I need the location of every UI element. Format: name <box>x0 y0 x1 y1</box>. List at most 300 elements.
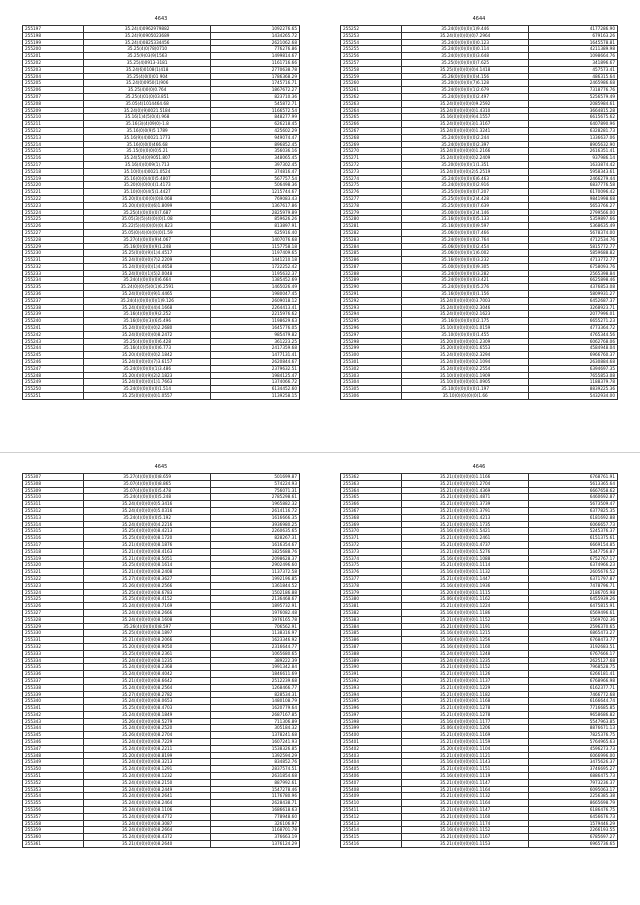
point-id-cell: 255225 <box>23 216 84 223</box>
point-id-cell: 255220 <box>23 182 84 189</box>
coordinate-cell: 35.21(4)(0)(0)(0)1.1159 <box>401 739 528 746</box>
coordinate-cell: 35.25(4)(0)(0)(0)6.428 <box>83 338 210 345</box>
point-id-cell: 255309 <box>23 487 84 494</box>
table-row <box>341 759 618 766</box>
value-cell: 5673509.47 <box>529 501 618 508</box>
table-row <box>23 379 300 386</box>
value-cell: 828534.31 <box>211 691 300 698</box>
coordinate-cell: 35.24(6)0108(1)418 <box>83 66 210 73</box>
value-cell: 3746695.27 <box>529 766 618 773</box>
point-id-cell: 255372 <box>341 541 402 548</box>
table-panel-4644 <box>340 16 618 400</box>
table-row <box>23 684 300 691</box>
point-id-cell: 255319 <box>23 555 84 562</box>
table-row <box>341 379 618 386</box>
point-id-cell: 255415 <box>341 834 402 841</box>
table-row <box>23 657 300 664</box>
coordinate-cell: 35.15(0)(0)0(0)5.21 <box>83 148 210 155</box>
table-row <box>23 325 300 332</box>
point-id-cell: 255306 <box>341 393 402 400</box>
table-row <box>341 548 618 555</box>
point-id-cell: 255356 <box>23 807 84 814</box>
coordinate-cell: 35.24(4)(0)(0)(0)8.4042 <box>83 671 210 678</box>
coordinate-cell: 35.24(0)(0)(1)(5)2.0048 <box>83 270 210 277</box>
table-row <box>341 691 618 698</box>
table-row <box>23 100 300 107</box>
coordinate-cell: 35.25(4)01(0)03.851 <box>83 93 210 100</box>
value-cell: 2512239.68 <box>211 677 300 684</box>
coordinate-cell: 35.24(0)(0)(5)0(1)6.2591 <box>83 284 210 291</box>
value-cell: 1722252.42 <box>211 263 300 270</box>
table-row <box>341 575 618 582</box>
point-id-cell: 255331 <box>23 637 84 644</box>
table-row <box>341 718 618 725</box>
table-row <box>23 284 300 291</box>
table-row <box>23 773 300 780</box>
table-row <box>341 365 618 372</box>
value-cell: 6151375.61 <box>529 535 618 542</box>
value-cell: 6266181.41 <box>529 671 618 678</box>
value-cell: 2625127.68 <box>529 657 618 664</box>
point-id-cell: 255318 <box>23 548 84 555</box>
coordinate-cell: 35.10(0)(0)4(5)1.4427 <box>83 189 210 196</box>
point-id-cell: 255204 <box>23 73 84 80</box>
coordinate-cell: 35.20(0)(0)(0)(0)1.6553 <box>401 345 528 352</box>
coordinate-cell: 35.20(0)(0)(0)(7)6.128 <box>401 80 528 87</box>
table-row <box>341 528 618 535</box>
coordinate-cell: 35.16(4)(0)(0)(0)1.1215 <box>401 630 528 637</box>
coordinate-cell: 35.06(0)(0)(0)(0)2.454 <box>401 243 528 250</box>
table-row <box>341 637 618 644</box>
table-row <box>23 66 300 73</box>
table-row <box>341 630 618 637</box>
coordinate-cell: 35.25(4)(0)(0)(0)8.1897 <box>83 630 210 637</box>
value-cell: 1607241.93 <box>211 739 300 746</box>
coordinate-cell: 35.24(0)(0)(0)(7)3.6157 <box>83 359 210 366</box>
point-id-cell: 255376 <box>341 569 402 576</box>
value-cell: 8876671.13 <box>529 725 618 732</box>
coordinate-cell: 35.16(1)4(5)0(4).968 <box>83 114 210 121</box>
value-cell: 3192683.51 <box>529 643 618 650</box>
point-id-cell: 255208 <box>23 100 84 107</box>
value-cell: 1616354.67 <box>211 541 300 548</box>
point-id-cell: 255223 <box>23 202 84 209</box>
table-row <box>23 195 300 202</box>
point-id-cell: 255412 <box>341 813 402 820</box>
point-id-cell: 255327 <box>23 609 84 616</box>
point-id-cell: 255304 <box>341 379 402 386</box>
coordinate-cell: 35.24(0)(0)(0)(1)1.7663 <box>83 379 210 386</box>
point-id-cell: 255207 <box>23 93 84 100</box>
table-row <box>23 820 300 827</box>
value-cell: 2687167.85 <box>211 711 300 718</box>
point-id-cell: 255261 <box>341 87 402 94</box>
value-cell: 361223.25 <box>211 338 300 345</box>
table-row <box>23 168 300 175</box>
value-cell: 574224.93 <box>211 480 300 487</box>
point-id-cell: 255249 <box>23 379 84 386</box>
value-cell: 2098628.37 <box>211 555 300 562</box>
value-cell: 2799566.00 <box>529 209 618 216</box>
value-cell: 949074.47 <box>211 134 300 141</box>
point-id-cell: 255365 <box>341 494 402 501</box>
coordinate-cell: 35.21(4)(0)(0)(0)8.5051 <box>83 555 210 562</box>
value-cell: 8905632.90 <box>529 141 618 148</box>
table-row <box>23 359 300 366</box>
coordinate-cell: 35.24(0)(0)(0)(0)2.1094 <box>401 359 528 366</box>
coordinate-cell: 35.25(4)(0)(0)(0)8.4703 <box>83 705 210 712</box>
value-cell: 1197409.65 <box>211 250 300 257</box>
point-id-cell: 255283 <box>341 236 402 243</box>
table-row <box>23 609 300 616</box>
table-row <box>341 257 618 264</box>
point-id-cell: 255296 <box>341 325 402 332</box>
coordinate-cell: 35.24(4)(0)(0)(0)4.2216 <box>83 521 210 528</box>
coordinate-cell: 35.10(0)(0)(0)(0)1.0905 <box>401 379 528 386</box>
table-row <box>341 786 618 793</box>
coordinate-cell: 35.16(0)(0)(0)(9)4.1557 <box>401 114 528 121</box>
point-id-cell: 255205 <box>23 80 84 87</box>
value-cell: 1480108.79 <box>211 698 300 705</box>
coordinate-cell: 35.24(4)(0)(0)(0)8.1232 <box>83 773 210 780</box>
value-cell: 1441210.18 <box>211 257 300 264</box>
point-id-cell: 255367 <box>341 507 402 514</box>
value-cell: 2260635.65 <box>211 528 300 535</box>
table-row <box>23 528 300 535</box>
coordinate-cell: 35.24(0)(0)(0)(0)9.2592 <box>401 100 528 107</box>
coordinate-cell: 35.24(4)(0)(0)(0)8.1291 <box>83 766 210 773</box>
table-row <box>23 671 300 678</box>
point-id-cell: 255336 <box>23 671 84 678</box>
value-cell: 1579446.29 <box>529 820 618 827</box>
coordinate-cell: 35.21(4)(0)(0)(0)1.1164 <box>401 800 528 807</box>
value-cell: 1139258.15 <box>211 393 300 400</box>
point-id-cell: 255295 <box>341 318 402 325</box>
value-cell: 1547278.46 <box>211 786 300 793</box>
value-cell: 2215976.62 <box>211 311 300 318</box>
value-cell: 5809931.27 <box>529 291 618 298</box>
point-id-cell: 255414 <box>341 827 402 834</box>
table-row <box>341 202 618 209</box>
value-cell: 625916.40 <box>211 229 300 236</box>
value-cell: 834852.76 <box>211 759 300 766</box>
point-id-cell: 255334 <box>23 657 84 664</box>
point-id-cell: 255302 <box>341 365 402 372</box>
value-cell: 1465026.49 <box>211 284 300 291</box>
table-row <box>23 161 300 168</box>
coordinate-cell: 35.25(4)0(0)0.764 <box>83 87 210 94</box>
coordinate-cell: 35.24(4)(0)(0)(0)8.1235 <box>83 657 210 664</box>
value-cell: 6768966.98 <box>529 677 618 684</box>
coordinate-cell: 35.10(0)(0)(0)(0)1.455 <box>401 331 528 338</box>
table-row <box>23 73 300 80</box>
point-id-cell: 255265 <box>341 114 402 121</box>
coordinate-cell: 35.24(4)(0)(0)(0)8.1849 <box>83 711 210 718</box>
value-cell: 4376853.08 <box>529 284 618 291</box>
table-row <box>341 739 618 746</box>
coordinate-cell: 35.24(0)(0)(0)(0)2.764 <box>401 236 528 243</box>
value-cell: 5815772.77 <box>529 243 618 250</box>
value-cell: 389222.39 <box>211 657 300 664</box>
value-cell: 2596370.65 <box>529 623 618 630</box>
table-row <box>23 365 300 372</box>
coordinate-cell: 35.21(4)(0)(0)(0)1.1278 <box>401 711 528 718</box>
value-cell: 8665698.79 <box>529 800 618 807</box>
coordinate-cell: 35.24(4)(0)(0)(0)8.7229 <box>83 739 210 746</box>
value-cell: 6166644.74 <box>529 698 618 705</box>
point-id-cell: 255270 <box>341 148 402 155</box>
table-row <box>23 87 300 94</box>
coordinate-cell: 35.24(0)(0)(0)(2)5.2519 <box>401 168 528 175</box>
value-cell: 1198629.63 <box>211 318 300 325</box>
point-id-cell: 255273 <box>341 168 402 175</box>
point-id-cell: 255311 <box>23 501 84 508</box>
table-row <box>341 609 618 616</box>
coordinate-cell: 35.21(4)(0)(0)(0)1.1147 <box>401 807 528 814</box>
point-id-cell: 255305 <box>341 386 402 393</box>
table-row <box>341 236 618 243</box>
coordinate-cell: 35.21(4)(0)(0)(0)1.4213 <box>401 514 528 521</box>
value-cell: 6377825.35 <box>529 507 618 514</box>
coordinate-cell: 35.20(4)(0)(0)(6)1.8099 <box>83 202 210 209</box>
value-cell: 1157758.18 <box>211 243 300 250</box>
point-id-cell: 255317 <box>23 541 84 548</box>
value-cell: 1825688.76 <box>211 548 300 555</box>
page-divider <box>0 452 640 453</box>
table-row <box>341 59 618 66</box>
coordinate-cell: 35.05(3)(5)(4)(0)(0)1.08 <box>83 216 210 223</box>
value-cell: 1965882.32 <box>211 501 300 508</box>
coordinate-cell: 35.21(4)(0)(0)(0)1.1735 <box>401 521 528 528</box>
table-row <box>341 834 618 841</box>
coordinate-cell: 35.21(4)(0)(0)(0)1.1153 <box>401 841 528 848</box>
data-table <box>22 473 300 848</box>
value-cell: 6170096.42 <box>529 189 618 196</box>
table-row <box>23 59 300 66</box>
point-id-cell: 255416 <box>341 841 402 848</box>
table-row <box>341 46 618 53</box>
table-row <box>341 66 618 73</box>
table-row <box>23 739 300 746</box>
value-cell: 5613365.64 <box>529 480 618 487</box>
point-id-cell: 255400 <box>341 732 402 739</box>
value-cell: 756071.31 <box>211 487 300 494</box>
coordinate-cell: 35.24(0)(0)(0)(0)3.648 <box>401 53 528 60</box>
table-row <box>341 603 618 610</box>
value-cell: 1098664.76 <box>529 53 618 60</box>
coordinate-cell: 35.24(0)(0)(0)(9)1.4465 <box>83 291 210 298</box>
table-row <box>23 189 300 196</box>
value-cell: 1407076.68 <box>211 236 300 243</box>
point-id-cell: 255408 <box>341 786 402 793</box>
table-row <box>23 514 300 521</box>
value-cell: 2785298.61 <box>211 494 300 501</box>
point-id-cell: 255280 <box>341 216 402 223</box>
value-cell: 2616351.41 <box>529 148 618 155</box>
value-cell: 1502186.88 <box>211 589 300 596</box>
point-id-cell: 255403 <box>341 752 402 759</box>
table-row <box>341 555 618 562</box>
value-cell: 711306.89 <box>211 718 300 725</box>
point-id-cell: 255313 <box>23 514 84 521</box>
table-row <box>341 87 618 94</box>
table-row <box>341 827 618 834</box>
point-id-cell: 255299 <box>341 345 402 352</box>
coordinate-cell: 35.25(0)(0)(0)(0)7.639 <box>401 202 528 209</box>
table-row <box>23 155 300 162</box>
coordinate-cell: 35.24(9)0905023689 <box>83 32 210 39</box>
value-cell: 6669154.85 <box>529 541 618 548</box>
point-id-cell: 255216 <box>23 155 84 162</box>
point-id-cell: 255324 <box>23 589 84 596</box>
value-cell: 6181692.88 <box>529 514 618 521</box>
point-id-cell: 255380 <box>341 596 402 603</box>
table-row <box>23 257 300 264</box>
point-id-cell: 255301 <box>341 359 402 366</box>
point-id-cell: 255247 <box>23 365 84 372</box>
coordinate-cell: 35.20(0)(0)(0)(1)1.351 <box>401 161 528 168</box>
value-cell: 6886475.73 <box>529 773 618 780</box>
table-row <box>341 195 618 202</box>
point-id-cell: 255277 <box>341 195 402 202</box>
coordinate-cell: 35.21(4)(0)(0)(0)8.2640 <box>83 841 210 848</box>
coordinate-cell: 35.24(4)(0)(0)(0)1.1248 <box>401 650 528 657</box>
value-cell: 6865473.27 <box>529 630 618 637</box>
table-row <box>341 494 618 501</box>
table-row <box>341 26 618 33</box>
value-cell: 2628438.71 <box>211 800 300 807</box>
point-id-cell: 255328 <box>23 616 84 623</box>
coordinate-cell: 35.21(4)(0)(0)(0)1.1182 <box>401 691 528 698</box>
table-row <box>341 535 618 542</box>
value-cell: 1992196.85 <box>211 575 300 582</box>
table-row <box>341 175 618 182</box>
value-cell: 3936980.25 <box>211 521 300 528</box>
point-id-cell: 255333 <box>23 650 84 657</box>
table-row <box>341 766 618 773</box>
point-id-cell: 255256 <box>341 53 402 60</box>
table-row <box>23 134 300 141</box>
point-id-cell: 255363 <box>341 480 402 487</box>
coordinate-cell: 35.24(4)(0)(0)(0)5.0316 <box>83 507 210 514</box>
table-row <box>341 698 618 705</box>
point-id-cell: 255396 <box>341 705 402 712</box>
coordinate-cell: 35.21(4)(0)(0)(0)1.1160 <box>401 813 528 820</box>
table-row <box>341 148 618 155</box>
table-row <box>23 480 300 487</box>
value-cell: 5347756.87 <box>529 548 618 555</box>
point-id-cell: 255300 <box>341 352 402 359</box>
coordinate-cell: 35.25(0)(0)(0)(0)1.0557 <box>83 393 210 400</box>
table-row <box>341 664 618 671</box>
value-cell: 1376124.29 <box>211 841 300 848</box>
value-cell: 6456676.73 <box>529 813 618 820</box>
point-id-cell: 255254 <box>341 39 402 46</box>
table-row <box>23 32 300 39</box>
point-id-cell: 255347 <box>23 745 84 752</box>
coordinate-cell: 35.21(4)(0)(0)(0)1.5276 <box>401 548 528 555</box>
panel-title: 4646 <box>472 464 486 470</box>
coordinate-cell: 35.24(4)(0)(0)(0)8.2520 <box>83 725 210 732</box>
point-id-cell: 255325 <box>23 596 84 603</box>
value-cell: 1538326.85 <box>211 745 300 752</box>
value-cell: 859626.26 <box>211 216 300 223</box>
point-id-cell: 255387 <box>341 643 402 650</box>
coordinate-cell: 35.24(5)4(0)9051.807 <box>83 155 210 162</box>
point-id-cell: 255329 <box>23 623 84 630</box>
coordinate-cell: 35.21(4)(0)(0)(0)1.1164 <box>401 786 528 793</box>
table-row <box>23 718 300 725</box>
table-panel-4643 <box>22 16 300 400</box>
point-id-cell: 255282 <box>341 229 402 236</box>
point-id-cell: 255351 <box>23 773 84 780</box>
point-id-cell: 255212 <box>23 127 84 134</box>
coordinate-cell: 35.26(0)(0)(0)(0)4.156 <box>401 73 528 80</box>
point-id-cell: 255395 <box>341 698 402 705</box>
table-row <box>23 107 300 114</box>
point-id-cell: 255368 <box>341 514 402 521</box>
value-cell: 6452687.37 <box>529 297 618 304</box>
coordinate-cell: 35.16(0)(0)(0)(0)5.133 <box>401 216 528 223</box>
point-id-cell: 255215 <box>23 148 84 155</box>
table-row <box>23 589 300 596</box>
point-id-cell: 255250 <box>23 386 84 393</box>
point-id-cell: 255291 <box>341 291 402 298</box>
table-row <box>341 589 618 596</box>
value-cell: 2902496.60 <box>211 562 300 569</box>
value-cell: 6758093.76 <box>529 263 618 270</box>
coordinate-cell: 35.16(0)(0)(0)(0)3.232 <box>401 257 528 264</box>
coordinate-cell: 35.16(0)0(0)466.68 <box>83 141 210 148</box>
point-id-cell: 255303 <box>341 372 402 379</box>
table-row <box>341 318 618 325</box>
coordinate-cell: 35.25(4)0(0)01 904 <box>83 73 210 80</box>
table-row <box>23 372 300 379</box>
coordinate-cell: 35.16(4)(0)(0)(0)1.1177 <box>401 718 528 725</box>
table-row <box>23 569 300 576</box>
coordinate-cell: 35.06(4)(0)(0)(0)1.1206 <box>401 725 528 732</box>
value-cell: 6625898.46 <box>529 277 618 284</box>
point-id-cell: 255239 <box>23 311 84 318</box>
coordinate-cell: 35.16(4)(0)(0)(0)1.1088 <box>401 555 528 562</box>
value-cell: 374816.47 <box>211 168 300 175</box>
point-id-cell: 255312 <box>23 507 84 514</box>
coordinate-cell: 35.24(4)(0)(0)(0)(1)9.126 <box>83 297 210 304</box>
coordinate-cell: 35.24(0)(0)(0)(0)0.114 <box>401 46 528 53</box>
value-cell: 1477131.41 <box>211 352 300 359</box>
point-id-cell: 255322 <box>23 575 84 582</box>
coordinate-cell: 35.20(4)(0)(0)(0)1.1104 <box>401 745 528 752</box>
value-cell: 376663.19 <box>211 834 300 841</box>
coordinate-cell: 35.20(4)(0)(0)(0)8.9050 <box>83 643 210 650</box>
table-row <box>341 773 618 780</box>
point-id-cell: 255240 <box>23 318 84 325</box>
value-cell: 5256579.49 <box>529 93 618 100</box>
table-row <box>341 677 618 684</box>
value-cell: 6460692.87 <box>529 494 618 501</box>
coordinate-cell: 35.24(4)(0)(0)(0)8.3087 <box>83 820 210 827</box>
table-row <box>341 596 618 603</box>
point-id-cell: 255357 <box>23 813 84 820</box>
table-row <box>341 372 618 379</box>
coordinate-cell: 35.24(0)(0)(0)(1)3.486 <box>83 365 210 372</box>
value-cell: 305184.32 <box>211 725 300 732</box>
point-id-cell: 255263 <box>341 100 402 107</box>
table-row <box>23 209 300 216</box>
coordinate-cell: 35.16(3)(4)09(0)-1.8 <box>83 121 210 128</box>
coordinate-cell: 35.16(0)(0)(0)(0)1.156 <box>401 291 528 298</box>
table-row <box>23 732 300 739</box>
